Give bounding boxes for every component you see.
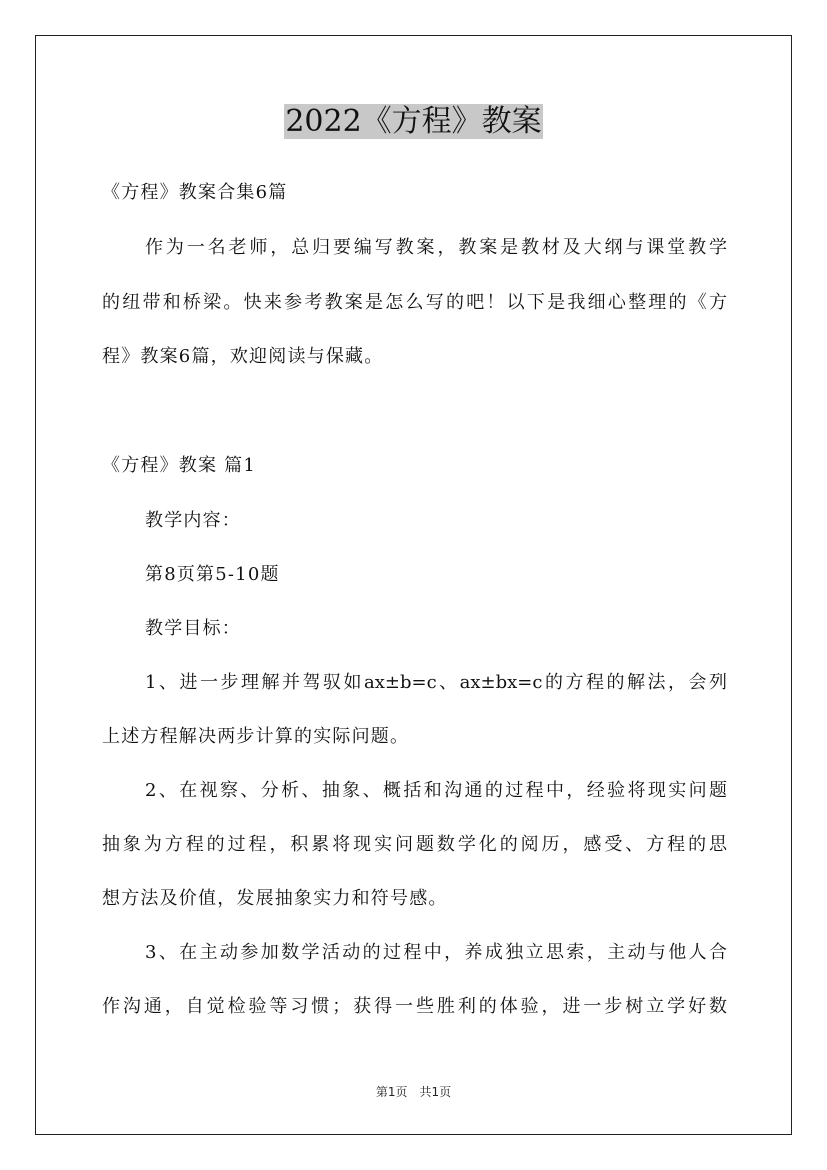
page-footer: 第1页 共1页 — [375, 1085, 452, 1099]
goal-2-line-2: 抽象为方程的过程，积累将现实问题数学化的阅历，感受、方程的思 — [102, 834, 727, 855]
content-label: 教学内容： — [145, 510, 241, 531]
intro-line-3: 程》教案6篇，欢迎阅读与保藏。 — [102, 346, 384, 367]
document-title: 2022《方程》教案 — [285, 104, 542, 139]
goal-2-line-3: 想方法及价值，发展抽象实力和符号感。 — [102, 888, 448, 909]
goals-label: 教学目标： — [145, 618, 241, 639]
goal-1-line-1: 1、进一步理解并驾驭如ax±b=c、ax±bx=c的方程的解法，会列 — [145, 672, 727, 693]
intro-line-2: 的纽带和桥梁。快来参考教案是怎么写的吧！以下是我细心整理的《方 — [102, 292, 727, 313]
goal-1-line-2: 上述方程解决两步计算的实际问题。 — [102, 726, 410, 747]
content-value: 第8页第5-10题 — [145, 564, 280, 585]
goal-3-line-2: 作沟通，自觉检验等习惯；获得一些胜利的体验，进一步树立学好数 — [102, 996, 727, 1017]
goal-3-line-1: 3、在主动参加数学活动的过程中，养成独立思索，主动与他人合 — [145, 942, 727, 963]
goal-2-line-1: 2、在视察、分析、抽象、概括和沟通的过程中，经验将现实问题 — [145, 780, 727, 801]
collection-heading: 《方程》教案合集6篇 — [102, 182, 288, 203]
section-heading: 《方程》教案 篇1 — [102, 455, 256, 476]
intro-line-1: 作为一名老师，总归要编写教案，教案是教材及大纲与课堂教学 — [145, 237, 727, 258]
